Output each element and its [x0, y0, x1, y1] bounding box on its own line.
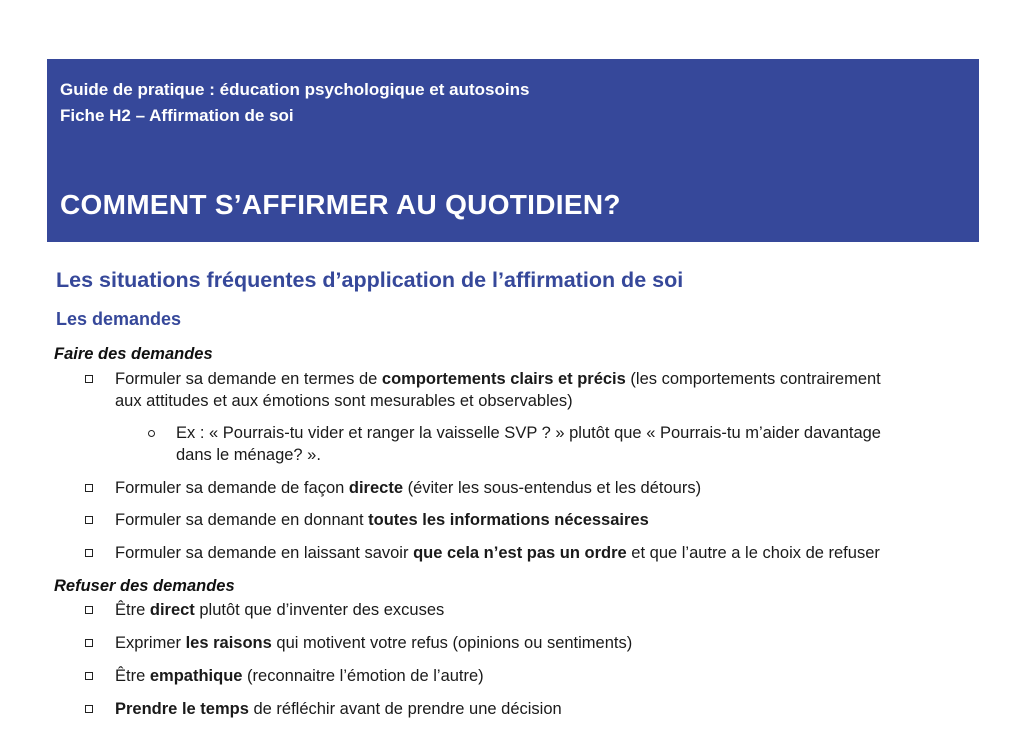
circle-bullet-icon: [148, 430, 155, 437]
checkbox-bullet-icon: [85, 484, 93, 492]
subsection-title: Les demandes: [56, 309, 182, 329]
item-text: Être: [115, 667, 150, 685]
checkbox-bullet-icon: [85, 549, 93, 557]
item-text: Formuler sa demande en donnant: [115, 511, 369, 529]
item-bold-text: direct: [149, 601, 195, 619]
item-text: (les comportements contrairement: [625, 370, 881, 388]
item-text: Être: [115, 601, 150, 619]
checkbox-bullet-icon: [85, 672, 93, 680]
section-title: Les situations fréquentes d’application de l’affirmation de soi: [56, 268, 684, 292]
example-text: Ex : « Pourrais-tu vider et ranger la vaisselle SVP ? » plutôt que « Pourrais-tu m’aider davantage: [176, 424, 881, 442]
item-text: (éviter les sous-entendus et les détours): [403, 479, 702, 497]
item-bold-text: toutes les informations nécessaires: [368, 511, 649, 529]
item-text: Formuler sa demande en laissant savoir: [115, 544, 414, 562]
sheet-subtitle: Fiche H2 – Affirmation de soi: [60, 106, 294, 125]
item-text: de réfléchir avant de prendre une décision: [248, 700, 562, 718]
checkbox-bullet-icon: [85, 606, 93, 614]
checkbox-bullet-icon: [85, 516, 93, 524]
item-bold-text: comportements clairs et précis: [381, 370, 626, 388]
item-bold-text: empathique: [149, 667, 243, 685]
page-title: COMMENT S’AFFIRMER AU QUOTIDIEN?: [60, 189, 621, 220]
item-text-continued: aux attitudes et aux émotions sont mesurables et observables): [115, 392, 573, 410]
item-text: plutôt que d’inventer des excuses: [194, 601, 445, 619]
guide-subtitle: Guide de pratique : éducation psychologique et autosoins: [60, 80, 530, 99]
item-bold-text: les raisons: [185, 634, 272, 652]
checkbox-bullet-icon: [85, 705, 93, 713]
checkbox-bullet-icon: [85, 375, 93, 383]
item-text: et que l’autre a le choix de refuser: [626, 544, 880, 562]
item-text: Exprimer: [115, 634, 186, 652]
item-text: Formuler sa demande en termes de: [115, 370, 382, 388]
group-title-faire: Faire des demandes: [54, 345, 213, 363]
header-banner: [47, 59, 979, 242]
item-bold-text: Prendre le temps: [115, 700, 249, 718]
item-bold-text: que cela n’est pas un ordre: [413, 544, 627, 562]
checkbox-bullet-icon: [85, 639, 93, 647]
example-text-continued: dans le ménage? ».: [176, 446, 321, 464]
item-bold-text: directe: [348, 479, 403, 497]
item-text: Formuler sa demande de façon: [115, 479, 349, 497]
item-text: (reconnaitre l’émotion de l’autre): [242, 667, 484, 685]
group-title-refuser: Refuser des demandes: [54, 577, 235, 595]
item-text: qui motivent votre refus (opinions ou sentiments): [271, 634, 633, 652]
